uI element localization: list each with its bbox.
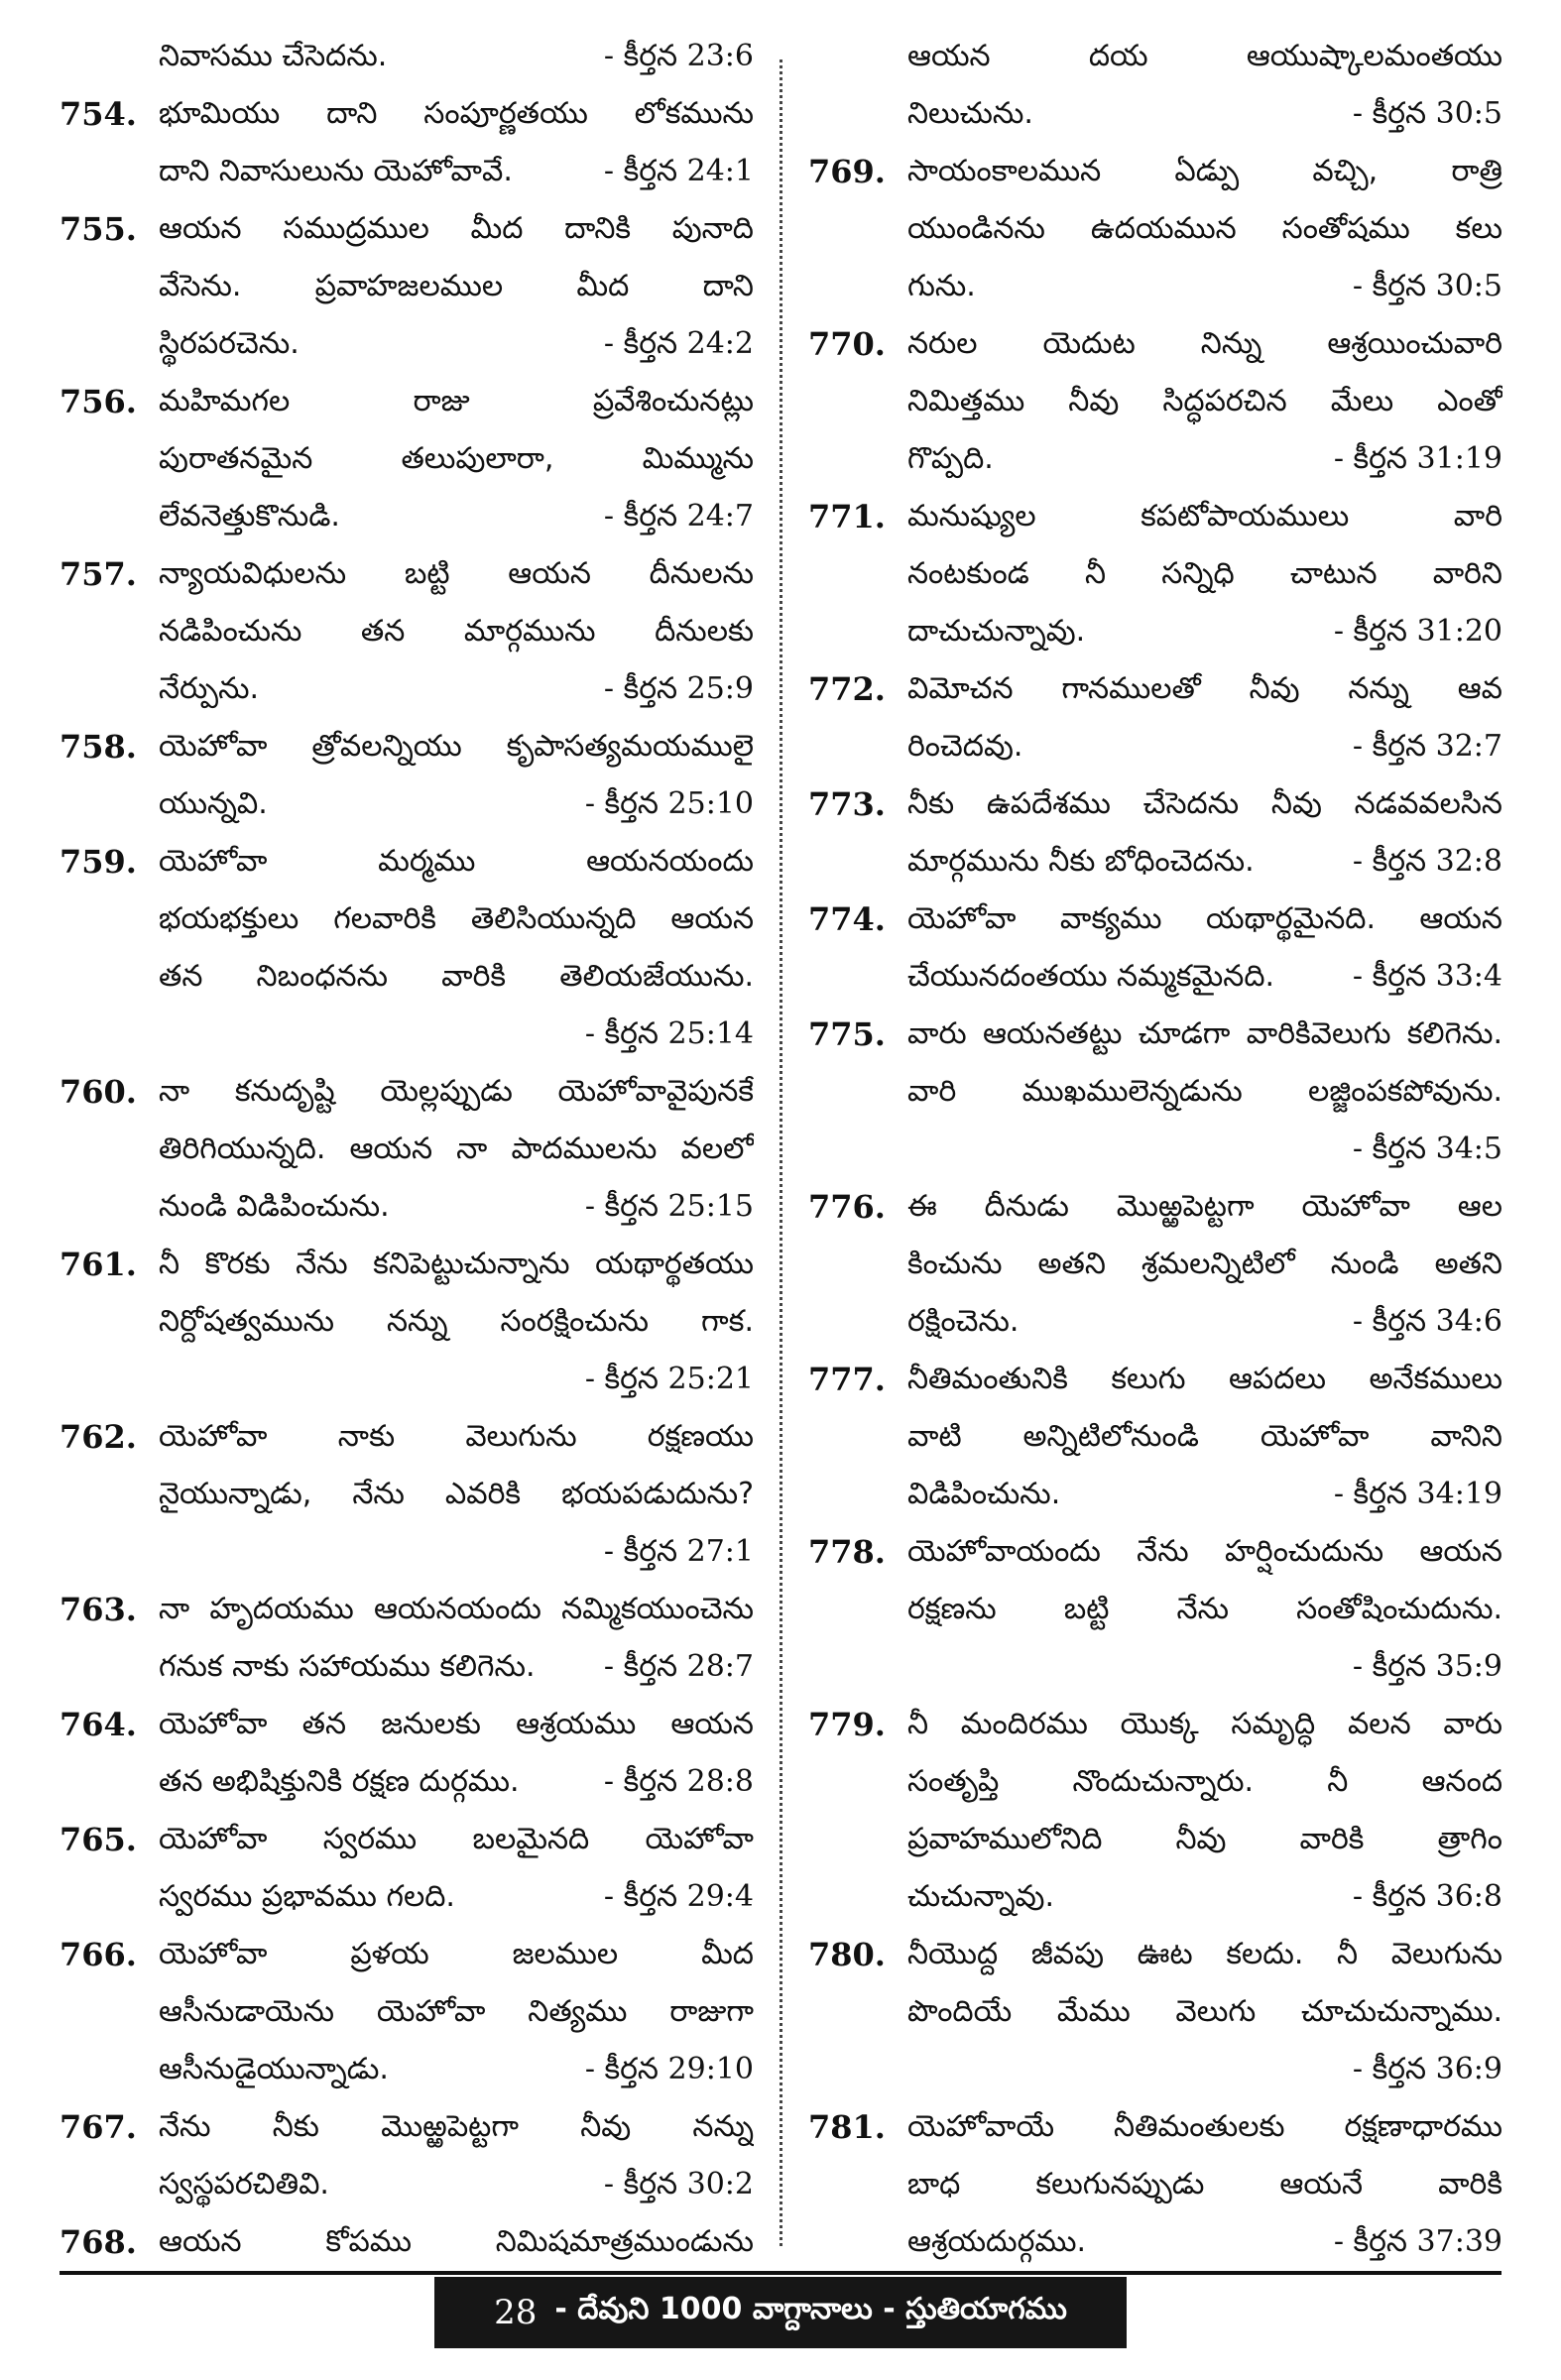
promise-entry — [60, 2098, 754, 2213]
promise-number: 769. — [808, 153, 886, 190]
scripture-reference: - కీర్తన 27:1 — [603, 1534, 754, 1569]
promise-text-line: వారి ముఖములెన్నడును లజ్జింపకపోవును. — [907, 1074, 1502, 1109]
promise-text: లేవనెత్తుకొనుడి. — [159, 499, 340, 534]
scripture-reference: - కీర్తన 30:5 — [1352, 269, 1502, 303]
promise-text-line — [159, 2156, 754, 2213]
promise-text-line: సాయంకాలమున ఏడ్పు వచ్చి, రాత్రి — [907, 154, 1502, 188]
promise-text-line: ఆయన కోపము నిమిషమాత్రముండును — [159, 2224, 754, 2259]
promise-text-line — [159, 775, 754, 833]
promise-text-line: పొందియే మేము వెలుగు చూచుచున్నాము. — [907, 1994, 1502, 2029]
promise-number: 780. — [808, 1936, 886, 1973]
page-number: 28 — [494, 2293, 538, 2332]
promise-number: 773. — [808, 785, 886, 823]
promise-text-line — [907, 833, 1502, 891]
promise-text-line: ఆయన సముద్రముల మీద దానికి పునాది — [159, 211, 754, 246]
left-column — [60, 28, 754, 2271]
scripture-reference: - కీర్తన 25:10 — [584, 786, 754, 821]
promise-text: చుచున్నావు. — [907, 1879, 1054, 1914]
promise-text-line — [159, 1868, 754, 1926]
scripture-reference: - కీర్తన 32:7 — [1352, 729, 1502, 764]
promise-text-line: నేను నీకు మొఱ్ఱపెట్టగా నీవు నన్ను — [159, 2109, 754, 2144]
promise-text-line — [159, 488, 754, 545]
scripture-reference: - కీర్తన 34:5 — [1352, 1131, 1502, 1166]
right-column — [808, 28, 1502, 2271]
promise-number: 775. — [808, 1015, 886, 1053]
promise-number: 770. — [808, 325, 886, 363]
promise-number: 761. — [60, 1246, 137, 1283]
scripture-reference: - కీర్తన 25:9 — [603, 671, 754, 706]
footer-rule — [60, 2271, 1501, 2275]
promise-text-line: రక్షణను బట్టి నేను సంతోషించుదును. — [907, 1592, 1502, 1626]
promise-entry — [60, 1581, 754, 1696]
promise-text-line: భూమియు దాని సంపూర్ణతయు లోకమును — [159, 96, 754, 131]
promise-text-line — [907, 430, 1502, 488]
promise-text-line: ఆసీనుడాయెను యెహోవా నిత్యము రాజుగా — [159, 1994, 754, 2029]
promise-text: తన అభిషిక్తునికి రక్షణ దుర్గము. — [159, 1764, 520, 1799]
promise-text-line: నా కనుదృష్టి యెల్లప్పుడు యెహోవావైపునకే — [159, 1074, 754, 1109]
promise-text: గును. — [907, 269, 976, 303]
promise-text-line: సంతృప్తి నొందుచున్నారు. నీ ఆనంద — [907, 1764, 1502, 1799]
promise-entry — [808, 143, 1502, 315]
scripture-reference: - కీర్తన 35:9 — [1352, 1649, 1502, 1684]
scripture-reference: - కీర్తన 31:19 — [1333, 441, 1502, 476]
promise-text-line — [907, 258, 1502, 315]
promise-text-line: నా హృదయము ఆయనయందు నమ్మికయుంచెను — [159, 1592, 754, 1626]
promise-entry — [60, 545, 754, 718]
promise-text-line — [159, 1638, 754, 1696]
promise-text: గొప్పది. — [907, 441, 994, 476]
promise-text: విడిపించును. — [907, 1477, 1061, 1511]
promise-number: 774. — [808, 900, 886, 938]
promise-text: స్వరము ప్రభావము గలది. — [159, 1879, 455, 1914]
promise-number: 768. — [60, 2223, 137, 2261]
scripture-reference: - కీర్తన 33:4 — [1352, 959, 1502, 994]
promise-text: ఆసీనుడైయున్నాడు. — [159, 2052, 389, 2086]
promise-entry — [60, 85, 754, 200]
promise-text-line: యెహోవా తన జనులకు ఆశ్రయము ఆయన — [159, 1707, 754, 1741]
promise-text-line: యెహోవా ప్రళయ జలముల మీద — [159, 1937, 754, 1971]
promise-text-line: యెహోవా వాక్యము యథార్థమైనది. ఆయన — [907, 901, 1502, 936]
promise-number: 779. — [808, 1706, 886, 1743]
promise-number: 764. — [60, 1706, 137, 1743]
promise-text-line — [907, 1293, 1502, 1351]
promise-text: రించెదవు. — [907, 729, 1023, 764]
promise-text-line — [907, 85, 1502, 143]
promise-text-line — [907, 718, 1502, 775]
scripture-reference: - కీర్తన 29:4 — [603, 1879, 754, 1914]
promise-text-line: వారు ఆయనతట్టు చూడగా వారికివెలుగు కలిగెను. — [907, 1016, 1502, 1051]
scripture-reference: - కీర్తన 24:1 — [603, 154, 754, 188]
book-title: - దేవుని 1000 వాగ్దానాలు - స్తుతియాగము — [554, 2292, 1067, 2326]
promise-text-line — [159, 315, 754, 373]
promise-entry — [60, 200, 754, 373]
promise-text-line: పురాతనమైన తలుపులారా, మిమ్మును — [159, 441, 754, 476]
promise-text-line: యెహోవా త్రోవలన్నియు కృపాసత్యమయములై — [159, 729, 754, 764]
promise-entry — [60, 1408, 754, 1581]
scripture-reference: - కీర్తన 31:20 — [1333, 614, 1502, 649]
promise-number: 755. — [60, 210, 137, 248]
promise-text-line: భయభక్తులు గలవారికి తెలిసియున్నది ఆయన — [159, 901, 754, 936]
promise-text: నిలుచును. — [907, 96, 1033, 131]
promise-number: 781. — [808, 2108, 886, 2146]
promise-number: 762. — [60, 1418, 137, 1456]
promise-number: 754. — [60, 95, 137, 133]
promise-entry — [808, 315, 1502, 488]
promise-number: 765. — [60, 1821, 137, 1858]
promise-text: యున్నవి. — [159, 786, 268, 821]
promise-entry — [808, 1523, 1502, 1696]
promise-number: 763. — [60, 1591, 137, 1628]
promise-entry — [60, 28, 754, 85]
promise-text-line: విమోచన గానములతో నీవు నన్ను ఆవ — [907, 671, 1502, 706]
promise-number: 760. — [60, 1073, 137, 1111]
promise-text-line: యెహోవా స్వరము బలమైనది యెహోవా — [159, 1822, 754, 1856]
promise-text-line: ప్రవాహములోనిది నీవు వారికి త్రాగిం — [907, 1822, 1502, 1856]
promise-text-line: నిమిత్తము నీవు సిద్ధపరచిన మేలు ఎంతో — [907, 384, 1502, 418]
scripture-reference: - కీర్తన 36:8 — [1352, 1879, 1502, 1914]
promise-text: స్వస్థపరచితివి. — [159, 2167, 329, 2202]
promise-entry — [60, 1696, 754, 1811]
promise-text-line: నీతిమంతునికి కలుగు ఆపదలు అనేకములు — [907, 1362, 1502, 1396]
promise-number: 778. — [808, 1533, 886, 1571]
promise-number: 758. — [60, 728, 137, 766]
scripture-reference: - కీర్తన 28:8 — [603, 1764, 754, 1799]
promise-text-line: మనుష్యుల కపటోపాయములు వారి — [907, 499, 1502, 534]
promise-text: నివాసము చేసెదను. — [159, 39, 388, 73]
promise-text: నేర్పును. — [159, 671, 260, 706]
promise-text-line: తన నిబంధనను వారికి తెలియజేయును. — [159, 959, 754, 994]
promise-number: 766. — [60, 1936, 137, 1973]
promise-text-line — [159, 1753, 754, 1811]
promise-text: దాచుచున్నావు. — [907, 614, 1086, 649]
promise-entry — [60, 373, 754, 545]
promise-entry — [60, 833, 754, 1063]
promise-text: దాని నివాసులును యెహోవావే. — [159, 154, 513, 188]
scripture-reference: - కీర్తన 37:39 — [1333, 2224, 1502, 2259]
promise-text-line: నీ మందిరము యొక్క సమృద్ధి వలన వారు — [907, 1707, 1502, 1741]
scripture-reference: - కీర్తన 36:9 — [1352, 2052, 1502, 2086]
promise-text-line: నడిపించును తన మార్గమును దీనులకు — [159, 614, 754, 649]
promise-text-line — [907, 948, 1502, 1006]
scripture-reference: - కీర్తన 25:15 — [584, 1189, 754, 1224]
promise-entry — [808, 660, 1502, 775]
promise-text-line: నరుల యెదుట నిన్ను ఆశ్రయించువారి — [907, 326, 1502, 361]
promise-entry — [60, 1811, 754, 1926]
promise-entry — [60, 718, 754, 833]
promise-text-line: యెహోవాయందు నేను హర్షించుదును ఆయన — [907, 1534, 1502, 1569]
promise-entry — [808, 891, 1502, 1006]
promise-text-line: నిర్దోషత్వమును నన్ను సంరక్షించును గాక. — [159, 1304, 754, 1339]
promise-entry — [60, 2213, 754, 2271]
promise-text-line: ఆయన దయ ఆయుష్కాలమంతయు — [907, 39, 1502, 73]
promise-text-line — [159, 28, 754, 85]
promise-number: 772. — [808, 670, 886, 708]
promise-entry — [60, 1063, 754, 1236]
promise-number: 756. — [60, 383, 137, 420]
scripture-reference: - కీర్తన 34:19 — [1333, 1477, 1502, 1511]
promise-entry — [808, 1178, 1502, 1351]
promise-text: స్థిరపరచెను. — [159, 326, 300, 361]
promise-entry — [808, 488, 1502, 660]
promise-entry — [808, 1006, 1502, 1178]
scripture-reference: - కీర్తన 30:5 — [1352, 96, 1502, 131]
scripture-reference: - కీర్తన 24:2 — [603, 326, 754, 361]
promise-text: చేయునదంతయు నమ్మకమైనది. — [907, 959, 1275, 994]
scripture-reference: - కీర్తన 24:7 — [603, 499, 754, 534]
promise-text-line — [907, 1868, 1502, 1926]
promise-text: మార్గమును నీకు బోధించెదను. — [907, 844, 1255, 879]
promise-text-line: నీయొద్ద జీవపు ఊట కలదు. నీ వెలుగును — [907, 1937, 1502, 1971]
promise-text-line: కించును అతని శ్రమలన్నిటిలో నుండి అతని — [907, 1247, 1502, 1281]
promise-entry — [808, 1696, 1502, 1926]
promise-text-line: వేసెను. ప్రవాహజలముల మీద దాని — [159, 269, 754, 303]
column-divider — [780, 60, 782, 2246]
promise-number: 759. — [60, 843, 137, 881]
promise-text-line: యెహోవాయే నీతిమంతులకు రక్షణాధారము — [907, 2109, 1502, 2144]
promise-text: గనుక నాకు సహాయము కలిగెను. — [159, 1649, 536, 1684]
promise-text-line: నీ కొరకు నేను కనిపెట్టుచున్నాను యథార్థతయు — [159, 1247, 754, 1281]
promise-entry — [808, 1926, 1502, 2098]
promise-entry — [60, 1926, 754, 2098]
promise-text-line: బాధ కలుగునప్పుడు ఆయనే వారికి — [907, 2167, 1502, 2202]
scripture-reference: - కీర్తన 34:6 — [1352, 1304, 1502, 1339]
scripture-reference: - కీర్తన 30:2 — [603, 2167, 754, 2202]
promise-entry — [808, 2098, 1502, 2271]
promise-number: 767. — [60, 2108, 137, 2146]
promise-text-line — [907, 603, 1502, 660]
promise-text-line — [907, 1466, 1502, 1523]
promise-number: 776. — [808, 1188, 886, 1226]
promise-text-line: యెహోవా నాకు వెలుగును రక్షణయు — [159, 1419, 754, 1454]
promise-number: 757. — [60, 555, 137, 593]
promise-text-line — [907, 2213, 1502, 2271]
footer-banner — [434, 2277, 1127, 2348]
promise-text: రక్షించెను. — [907, 1304, 1020, 1339]
scripture-reference: - కీర్తన 23:6 — [603, 39, 754, 73]
promise-text-line: ఈ దీనుడు మొఱ్ఱపెట్టగా యెహోవా ఆల — [907, 1189, 1502, 1224]
promise-text-line: తిరిగియున్నది. ఆయన నా పాదములను వలలో — [159, 1131, 754, 1166]
scripture-reference: - కీర్తన 29:10 — [584, 2052, 754, 2086]
scripture-reference: - కీర్తన 25:21 — [584, 1362, 754, 1396]
promise-text-line: యెహోవా మర్మము ఆయనయందు — [159, 844, 754, 879]
promise-entry — [808, 28, 1502, 143]
promise-text-line — [159, 143, 754, 200]
promise-text-line — [159, 660, 754, 718]
promise-text-line: వాటి అన్నిటిలోనుండి యెహోవా వానిని — [907, 1419, 1502, 1454]
promise-entry — [808, 1351, 1502, 1523]
promise-number: 771. — [808, 498, 886, 536]
promise-entry — [60, 1236, 754, 1408]
promise-entry — [808, 775, 1502, 891]
promise-text-line: నంటకుండ నీ సన్నిధి చాటున వారిని — [907, 556, 1502, 591]
promise-text-line: యుండినను ఉదయమున సంతోషము కలు — [907, 211, 1502, 246]
promise-text: నుండి విడిపించును. — [159, 1189, 390, 1224]
scripture-reference: - కీర్తన 32:8 — [1352, 844, 1502, 879]
promise-text-line — [159, 1178, 754, 1236]
scripture-reference: - కీర్తన 28:7 — [603, 1649, 754, 1684]
promise-text-line: నైయున్నాడు, నేను ఎవరికి భయపడుదును? — [159, 1477, 754, 1511]
promise-text-line: మహిమగల రాజు ప్రవేశించునట్లు — [159, 384, 754, 418]
promise-text: ఆశ్రయదుర్గము. — [907, 2224, 1087, 2259]
scripture-reference: - కీర్తన 25:14 — [584, 1016, 754, 1051]
promise-text-line: న్యాయవిధులను బట్టి ఆయన దీనులను — [159, 556, 754, 591]
promise-text-line — [159, 2041, 754, 2098]
promise-text-line: నీకు ఉపదేశము చేసెదను నీవు నడవవలసిన — [907, 786, 1502, 821]
promise-number: 777. — [808, 1361, 886, 1398]
